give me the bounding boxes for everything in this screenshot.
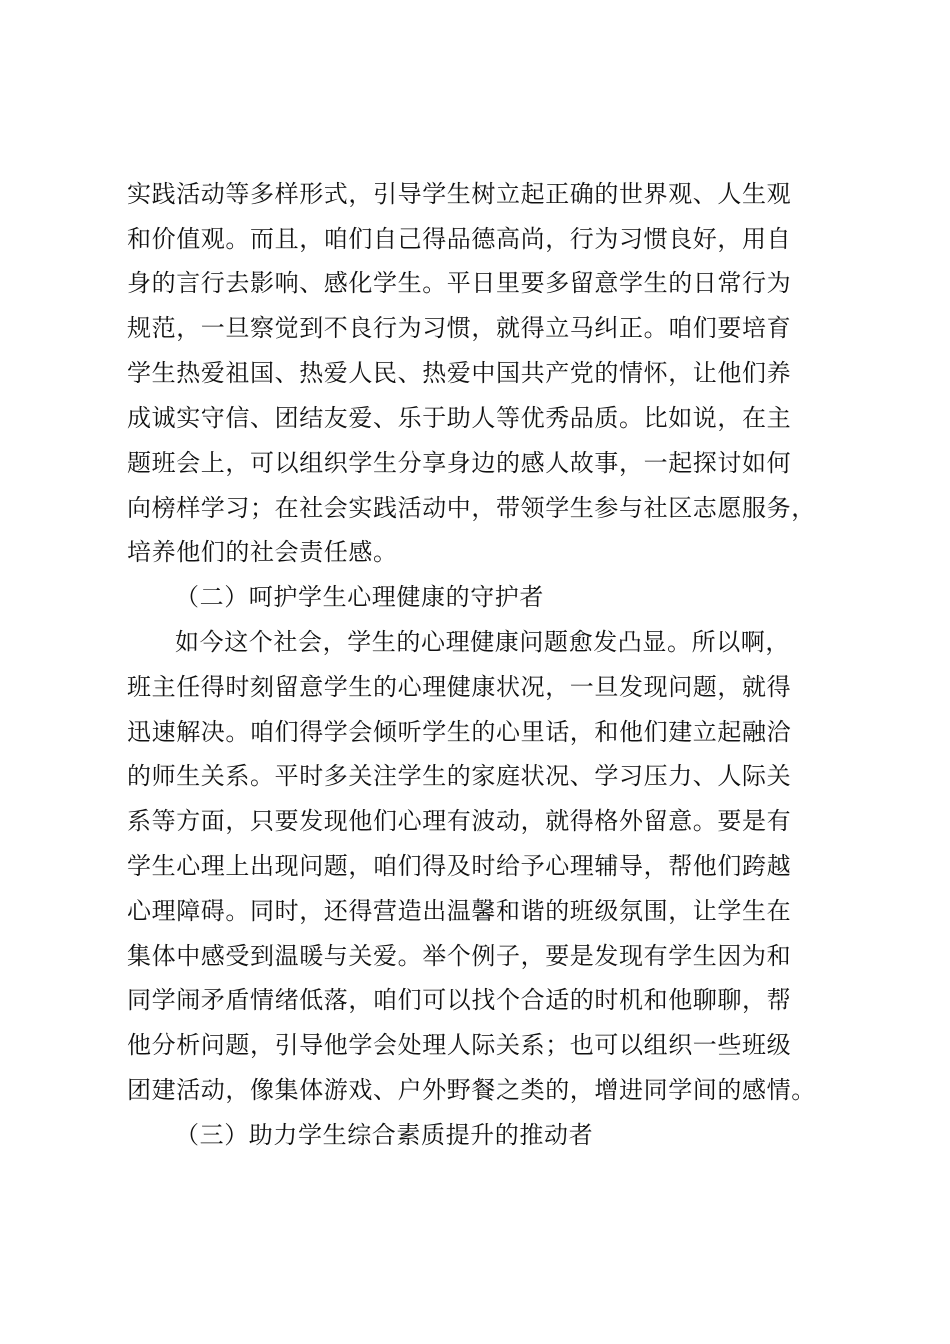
body-text-line: 和价值观。而且，咱们自己得品德高尚，行为习惯良好，用自 bbox=[127, 225, 792, 253]
body-text-line: 他分析问题，引导他学会处理人际关系；也可以组织一些班级 bbox=[127, 1031, 792, 1059]
body-text-line: 团建活动，像集体游戏、户外野餐之类的，增进同学间的感情。 bbox=[127, 1076, 816, 1104]
body-text-line: 如今这个社会，学生的心理健康问题愈发凸显。所以啊， bbox=[175, 628, 790, 656]
section-heading-2: （二）呵护学生心理健康的守护者 bbox=[175, 583, 544, 611]
body-text-line: 成诚实守信、团结友爱、乐于助人等优秀品质。比如说，在主 bbox=[127, 404, 792, 432]
body-text-line: 学生心理上出现问题，咱们得及时给予心理辅导，帮他们跨越 bbox=[127, 852, 792, 880]
body-text-line: 班主任得时刻留意学生的心理健康状况，一旦发现问题，就得 bbox=[127, 673, 792, 701]
body-text-line: 身的言行去影响、感化学生。平日里要多留意学生的日常行为 bbox=[127, 269, 792, 297]
body-text-line: 学生热爱祖国、热爱人民、热爱中国共产党的情怀，让他们养 bbox=[127, 359, 792, 387]
body-text-line: 实践活动等多样形式，引导学生树立起正确的世界观、人生观 bbox=[127, 180, 792, 208]
body-text-line: 心理障碍。同时，还得营造出温馨和谐的班级氛围，让学生在 bbox=[127, 897, 792, 925]
body-text-line: 系等方面，只要发现他们心理有波动，就得格外留意。要是有 bbox=[127, 807, 792, 835]
body-text-line: 向榜样学习；在社会实践活动中，带领学生参与社区志愿服务， bbox=[127, 494, 816, 522]
body-text-line: 题班会上，可以组织学生分享身边的感人故事，一起探讨如何 bbox=[127, 449, 792, 477]
body-text-line: 同学闹矛盾情绪低落，咱们可以找个合适的时机和他聊聊，帮 bbox=[127, 986, 792, 1014]
body-text-line: 集体中感受到温暖与关爱。举个例子，要是发现有学生因为和 bbox=[127, 942, 792, 970]
section-heading-3: （三）助力学生综合素质提升的推动者 bbox=[175, 1121, 594, 1149]
body-text-line: 培养他们的社会责任感。 bbox=[127, 538, 398, 566]
body-text-line: 迅速解决。咱们得学会倾听学生的心里话，和他们建立起融洽 bbox=[127, 718, 792, 746]
body-text-line: 的师生关系。平时多关注学生的家庭状况、学习压力、人际关 bbox=[127, 762, 792, 790]
body-text-line: 规范，一旦察觉到不良行为习惯，就得立马纠正。咱们要培育 bbox=[127, 314, 792, 342]
